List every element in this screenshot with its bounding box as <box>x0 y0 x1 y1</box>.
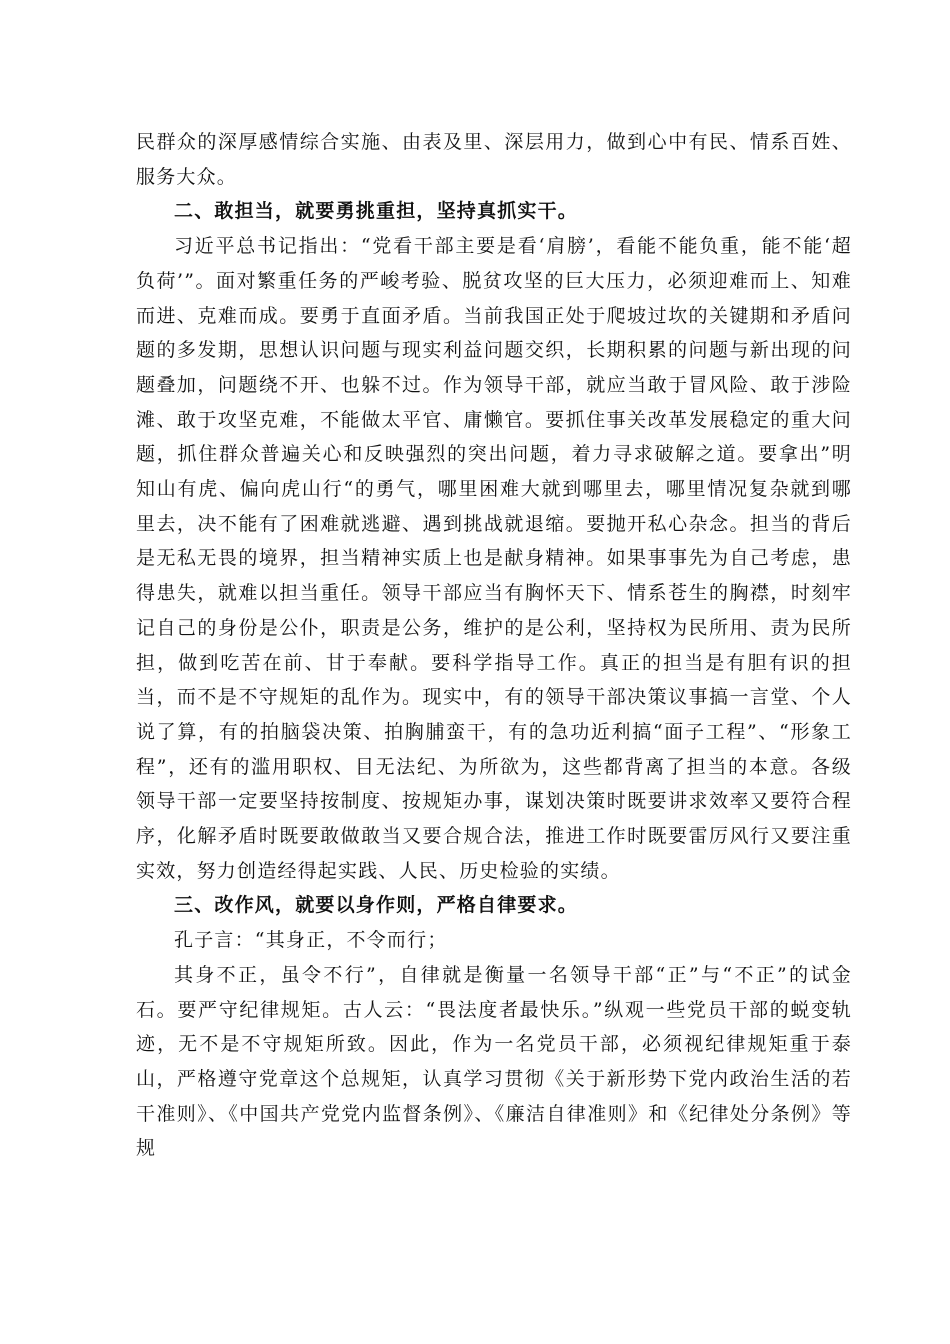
document-body <box>136 125 852 1166</box>
paragraph-quote-start: 孔子言：“其身正，不令而行； <box>174 929 448 952</box>
paragraph-body: 习近平总书记指出：“党看干部主要是看‘肩膀’，看能不能负重，能不能‘超负荷’”。面对繁重任务的严峻考验、脱贫攻坚的巨大压力，必须迎难而上、知难而进、克难而成。要勇于直面矛盾。当前我国正处于爬坡过坎的关键期和矛盾问题的多发期，思想认识问题与现实利益问题交织，长期积累的问题与新出现的问题叠加，问题绕不开、也躲不过。作为领导干部，就应当敢于冒风险、敢于涉险滩、敢于攻坚克难，不能做太平官、庸懒官。要抓住事关改革发展稳定的重大问题，抓住群众普遍关心和反映强烈的突出问题，着力寻求破解之道。要拿出”明知山有虎、偏向虎山行“的勇气，哪里困难大就到哪里去，哪里情况复杂就到哪里去，决不能有了困难就逃避、遇到挑战就退缩。要抛开私心杂念。担当的背后是无私无畏的境界，担当精神实质上也是献身精神。如果事事先为自己考虑，患得患失，就难以担当重任。领导干部应当有胸怀天下、情系苍生的胸襟，时刻牢记自己的身份是公仆，职责是公务，维护的是公利，坚持权为民所用、责为民所担，做到吃苦在前、甘于奉献。要科学指导工作。真正的担当是有胆有识的担当，而不是不守规矩的乱作为。现实中，有的领导干部决策议事搞一言堂、个人说了算，有的拍脑袋决策、拍胸脯蛮干，有的急功近利搞“面子工程”、“形象工程”，还有的滥用职权、目无法纪、为所欲为，这些都背离了担当的本意。各级领导干部一定要坚持按制度、按规矩办事，谋划决策时既要讲求效率又要符合程序，化解矛盾时既要敢做敢当又要合规合法，推进工作时既要雷厉风行又要注重实效，努力创造经得起实践、人民、历史检验的实绩。 <box>136 235 852 882</box>
paragraph-body: 其身不正，虽令不行”，自律就是衡量一名领导干部“正”与“不正”的试金石。要严守纪律规矩。古人云：“畏法度者最快乐。”纵观一些党员干部的蜕变轨迹，无不是不守规矩所致。因此，作为一名党员干部，必须视纪律规矩重于泰山，严格遵守党章这个总规矩，认真学习贯彻《关于新形势下党内政治生活的若干准则》、《中国共产党党内监督条例》、《廉洁自律准则》和《纪律处分条例》等规 <box>136 963 852 1160</box>
paragraph-continued: 民群众的深厚感情综合实施、由表及里、深层用力，做到心中有民、情系百姓、服务大众。 <box>136 131 852 188</box>
section-heading-2: 二、敢担当，就要勇挑重担，坚持真抓实干。 <box>174 200 579 223</box>
section-heading-3: 三、改作风，就要以身作则，严格自律要求。 <box>174 894 579 917</box>
